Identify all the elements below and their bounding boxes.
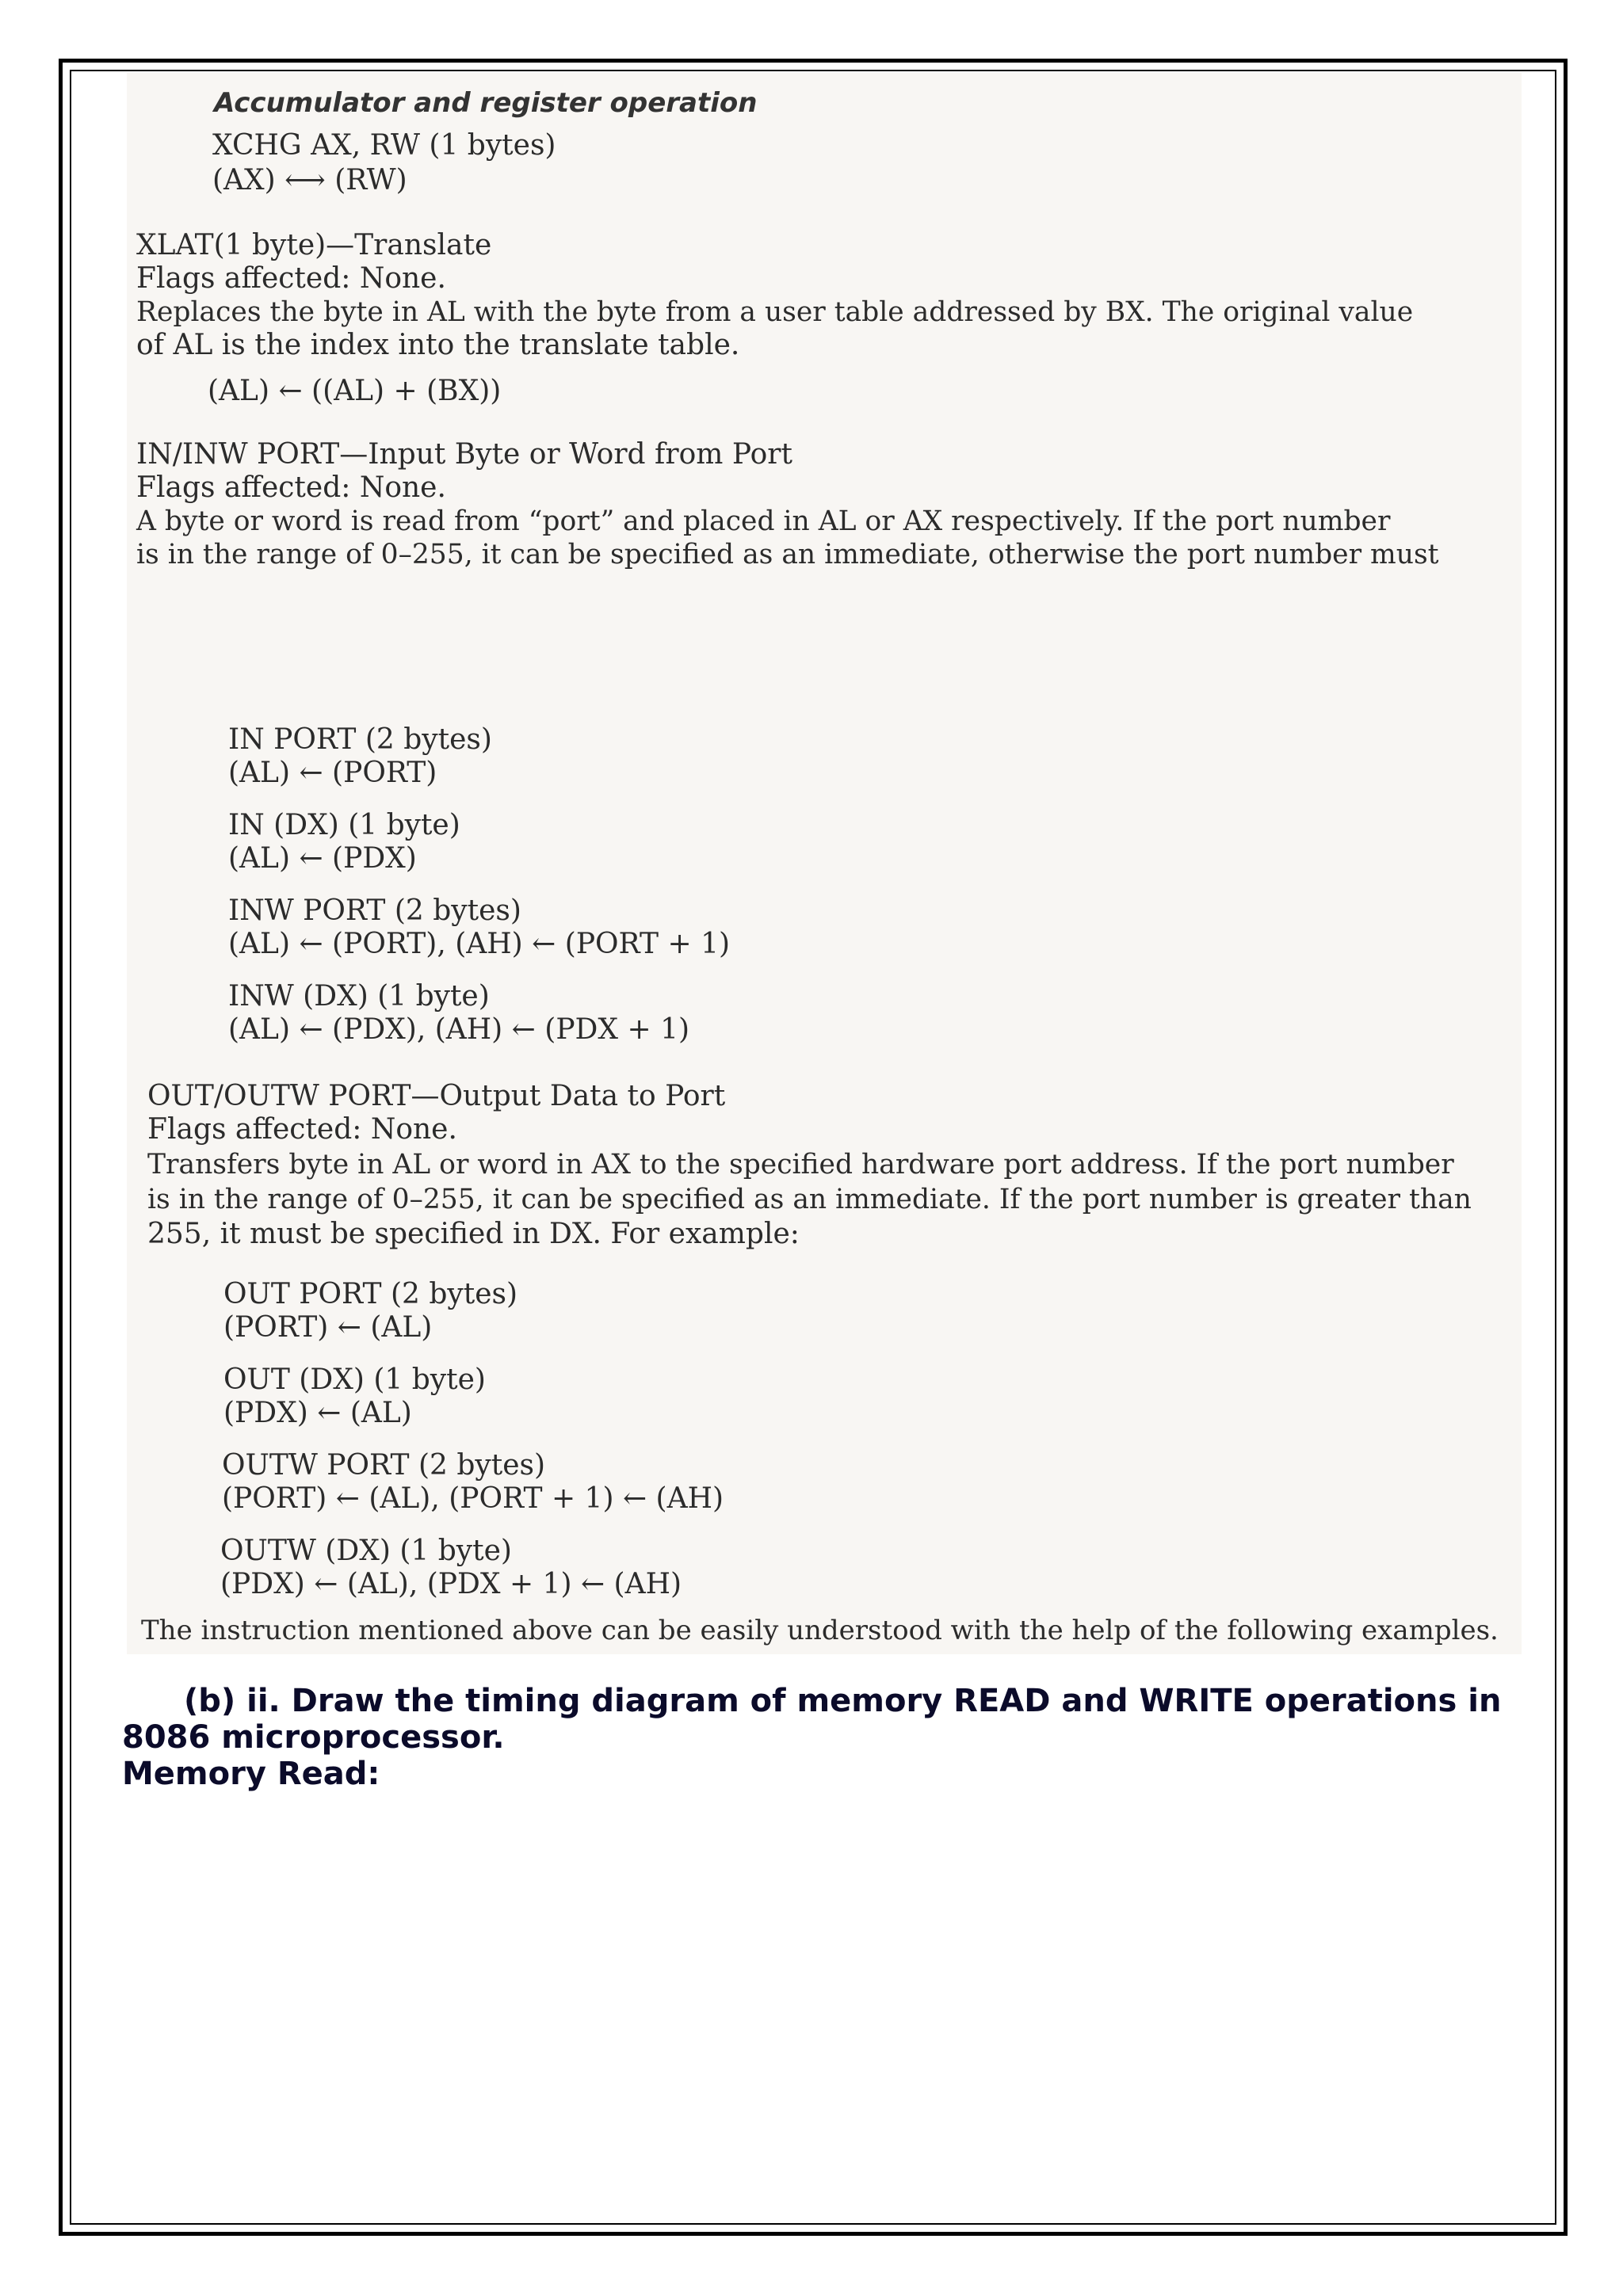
out-port-title: OUT PORT (2 bytes) — [223, 1278, 518, 1310]
memory-read-heading: Memory Read: — [122, 1756, 380, 1792]
in-desc-line2: is in the range of 0–255, it can be specified as an immediate, otherwise the port number must — [136, 539, 1439, 570]
in-flags: Flags affected: None. — [136, 471, 446, 504]
out-dx-operation: (PDX) ← (AL) — [223, 1397, 412, 1429]
out-desc-line1: Transfers byte in AL or word in AX to the specified hardware port address. If the port number — [147, 1149, 1454, 1180]
out-port-operation: (PORT) ← (AL) — [223, 1311, 433, 1344]
in-title: IN/INW PORT—Input Byte or Word from Port — [136, 438, 792, 471]
out-flags: Flags affected: None. — [147, 1113, 457, 1146]
out-title: OUT/OUTW PORT—Output Data to Port — [147, 1080, 726, 1112]
out-desc-line3: 255, it must be specified in DX. For example: — [147, 1218, 800, 1250]
xlat-desc-line2: of AL is the index into the translate table. — [136, 329, 740, 361]
xlat-title: XLAT(1 byte)—Translate — [136, 229, 492, 261]
question-line-2: 8086 microprocessor. — [122, 1719, 505, 1756]
inw-dx-operation: (AL) ← (PDX), (AH) ← (PDX + 1) — [228, 1013, 690, 1046]
xchg-operation: (AX) ⟷ (RW) — [212, 164, 407, 196]
out-dx-title: OUT (DX) (1 byte) — [223, 1363, 486, 1396]
inw-port-operation: (AL) ← (PORT), (AH) ← (PORT + 1) — [228, 928, 731, 960]
outw-port-operation: (PORT) ← (AL), (PORT + 1) ← (AH) — [222, 1482, 724, 1515]
out-desc-line2: is in the range of 0–255, it can be specified as an immediate. If the port number is greater than — [147, 1184, 1472, 1215]
closing-sentence: The instruction mentioned above can be easily understood with the help of the following examples. — [141, 1615, 1499, 1646]
in-port-title: IN PORT (2 bytes) — [228, 723, 492, 756]
in-dx-title: IN (DX) (1 byte) — [228, 809, 460, 841]
xlat-flags: Flags affected: None. — [136, 262, 446, 295]
inw-dx-title: INW (DX) (1 byte) — [228, 980, 490, 1013]
scanned-textbook-excerpt — [127, 73, 1522, 1654]
in-port-operation: (AL) ← (PORT) — [228, 757, 437, 789]
xlat-desc-line1: Replaces the byte in AL with the byte from a user table addressed by BX. The original value — [136, 296, 1414, 328]
section-heading: Accumulator and register operation — [214, 87, 758, 119]
in-desc-line1: A byte or word is read from “port” and placed in AL or AX respectively. If the port number — [136, 505, 1391, 537]
outw-port-title: OUTW PORT (2 bytes) — [222, 1449, 546, 1482]
question-line-1: (b) ii. Draw the timing diagram of memory READ and WRITE operations in — [184, 1683, 1502, 1719]
in-dx-operation: (AL) ← (PDX) — [228, 842, 417, 875]
outw-dx-title: OUTW (DX) (1 byte) — [220, 1535, 512, 1567]
xlat-operation: (AL) ← ((AL) + (BX)) — [208, 375, 502, 407]
inw-port-title: INW PORT (2 bytes) — [228, 894, 521, 927]
xchg-title: XCHG AX, RW (1 bytes) — [212, 129, 556, 162]
outw-dx-operation: (PDX) ← (AL), (PDX + 1) ← (AH) — [220, 1568, 682, 1600]
